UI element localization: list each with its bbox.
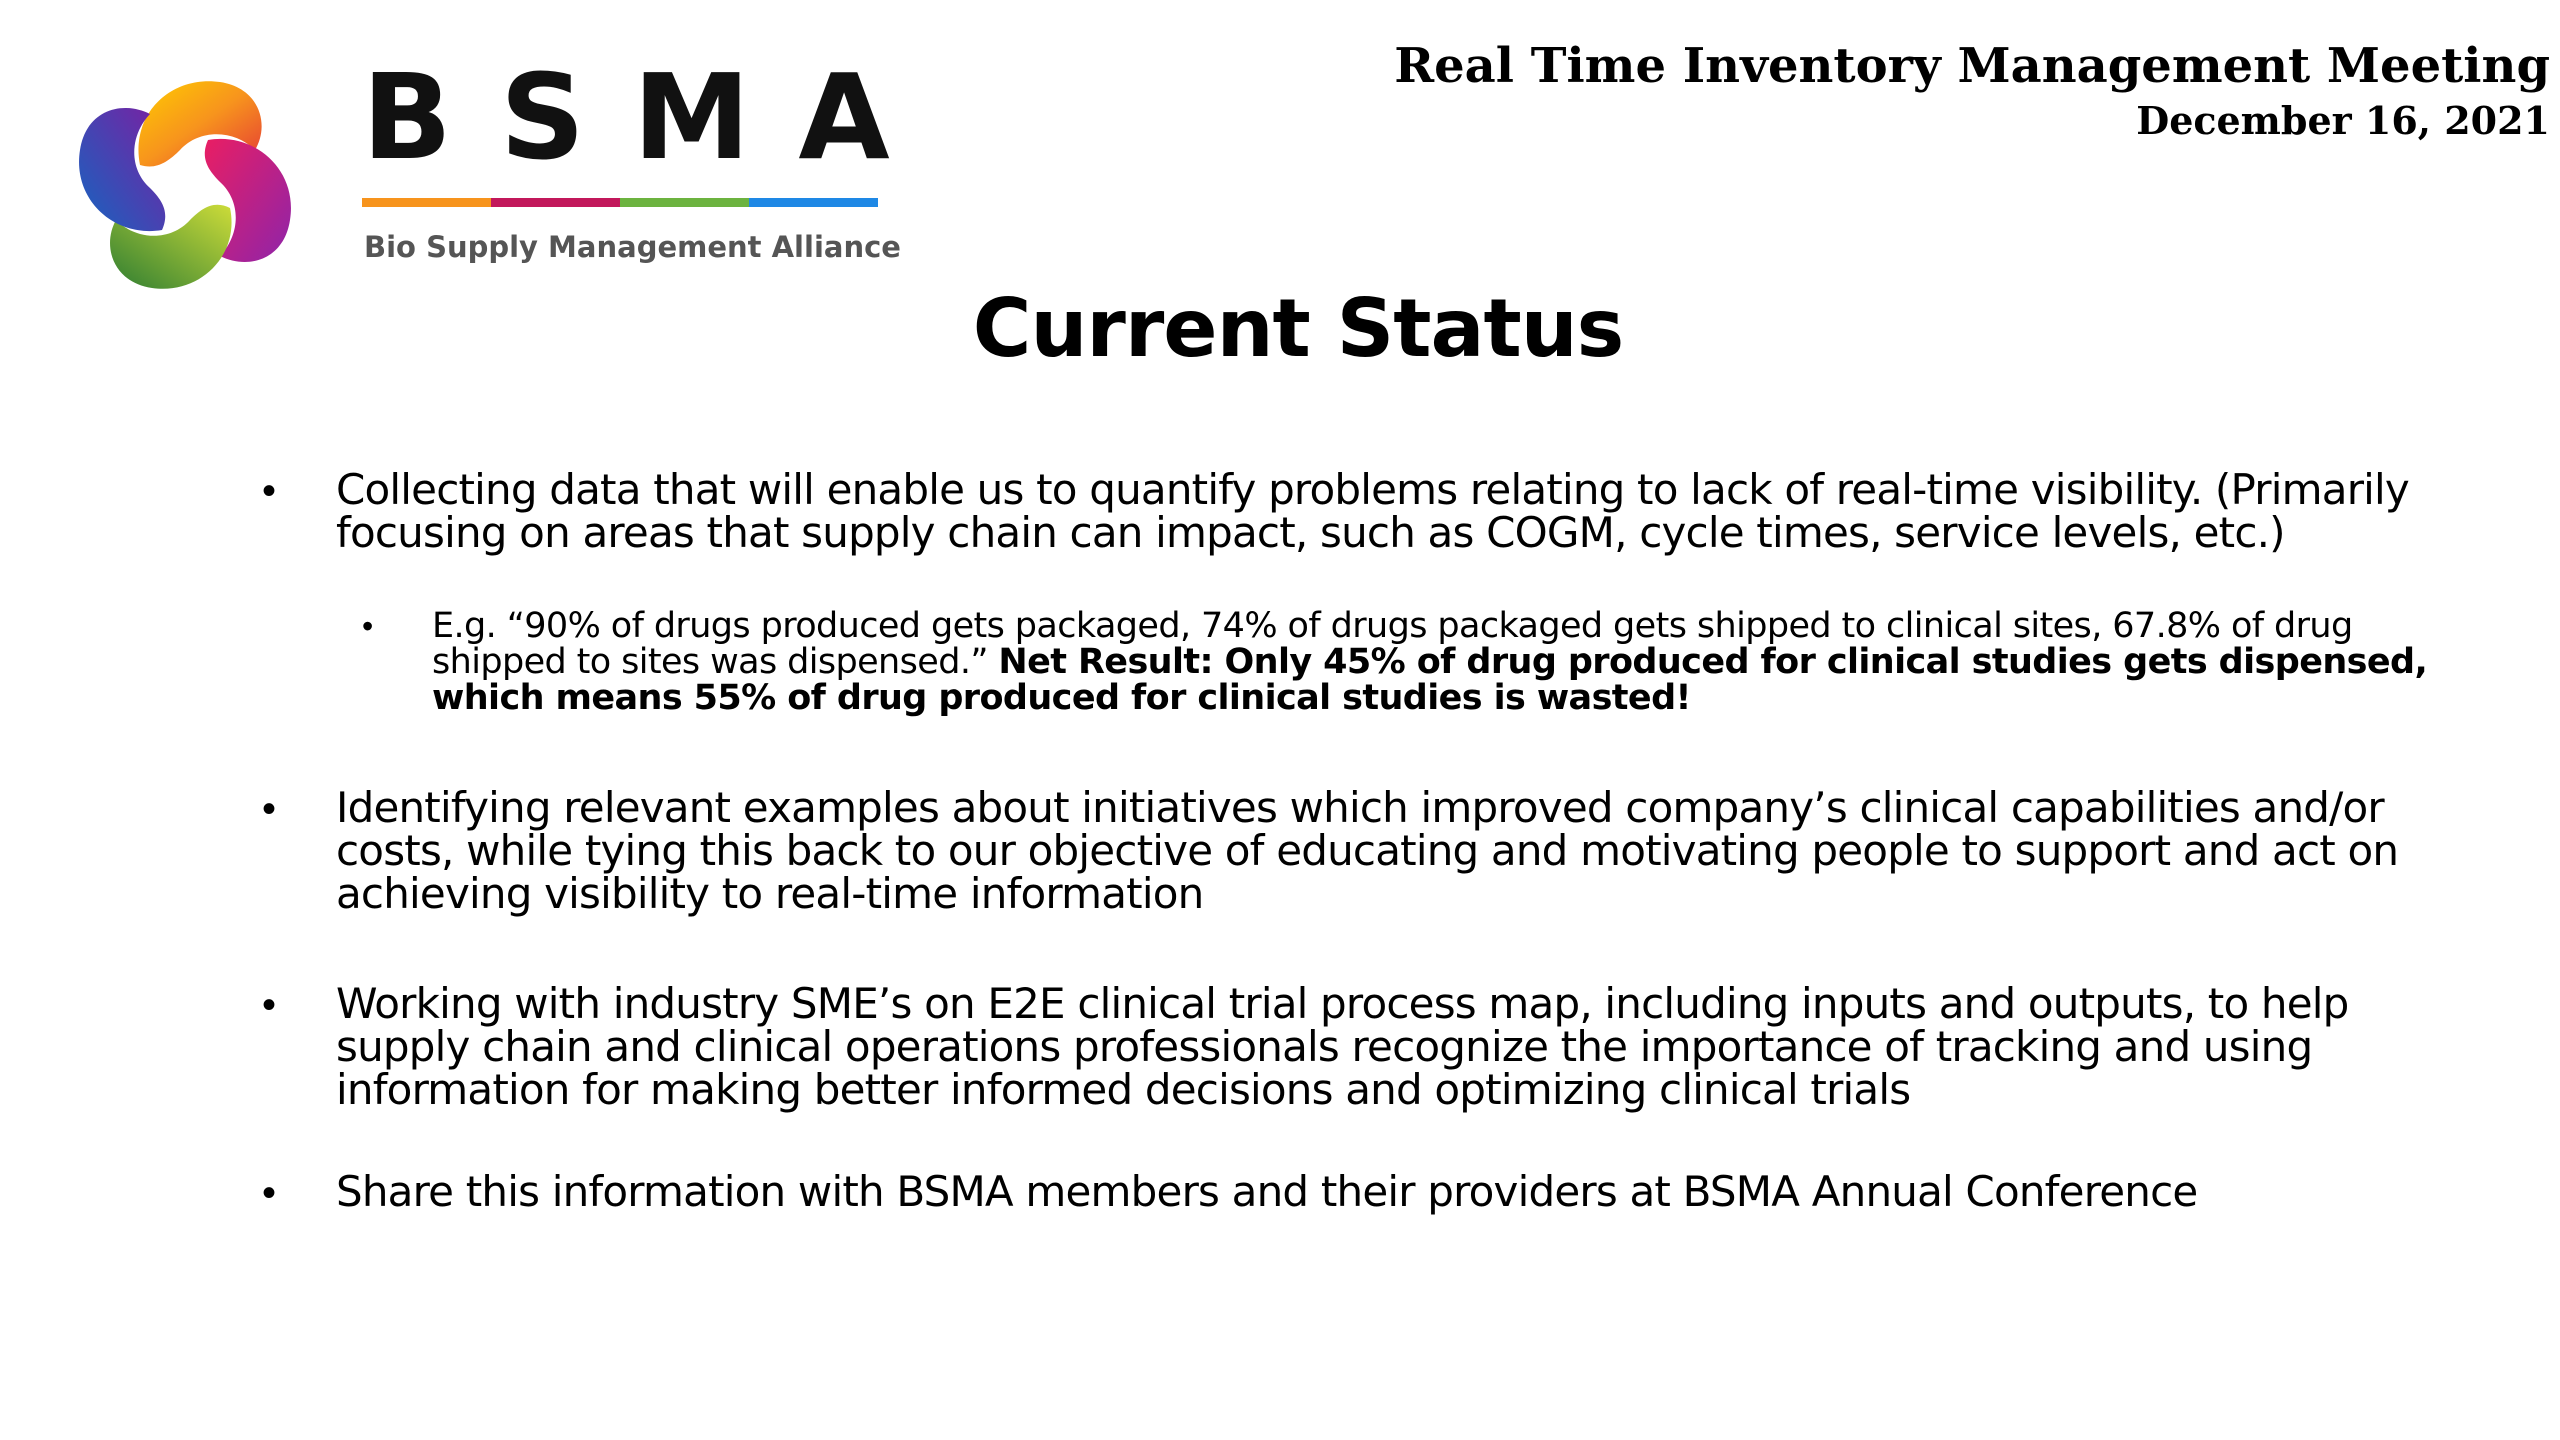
meeting-title: Real Time Inventory Management Meeting [1394,38,2550,94]
bullet-marker: • [262,469,277,513]
logo-color-bar [362,198,878,207]
bullet-item: Working with industry SME’s on E2E clinical trial process map, including inputs and outputs, to help supply chain and clinical operations professionals recognize the importance of tracking and using information for making better informed decisions and optimizing clinical trials [336,979,2349,1114]
bullet-marker: • [262,1171,277,1215]
sub-bullet-marker: • [362,608,374,644]
sub-bullet-text: E.g. “90% of drugs produced gets packaged, 74% of drugs packaged gets shipped to clinical sites, 67.8% of drug shipped to sites was dispensed.” [432,606,2353,682]
meeting-date: December 16, 2021 [2136,98,2550,143]
bullet-item: Identifying relevant examples about initiatives which improved company’s clinical capabilities and/or costs, while tying this back to our objective of educating and motivating people to support and act on achieving visibility to real-time information [336,783,2399,918]
bsma-logo-icon [70,70,300,300]
bullet-marker: • [262,983,277,1027]
bullet-item: Collecting data that will enable us to quantify problems relating to lack of real-time visibility. (Primarily focusing on areas that supply chain can impact, such as COGM, cycle times, service levels, etc.) [336,465,2409,557]
logo-wordmark: BSMA [362,48,938,186]
net-result-text: Net Result: Only 45% of drug produced for clinical studies gets dispensed, which means 55% of drug produced for clinical studies is wasted! [432,642,2428,718]
bullet-item: Share this information with BSMA members and their providers at BSMA Annual Conference [336,1167,2198,1216]
bullet-marker: • [262,787,277,831]
slide-title: Current Status [972,282,1624,375]
logo-tagline: Bio Supply Management Alliance [364,230,901,264]
sub-bullet-item [432,608,2442,716]
